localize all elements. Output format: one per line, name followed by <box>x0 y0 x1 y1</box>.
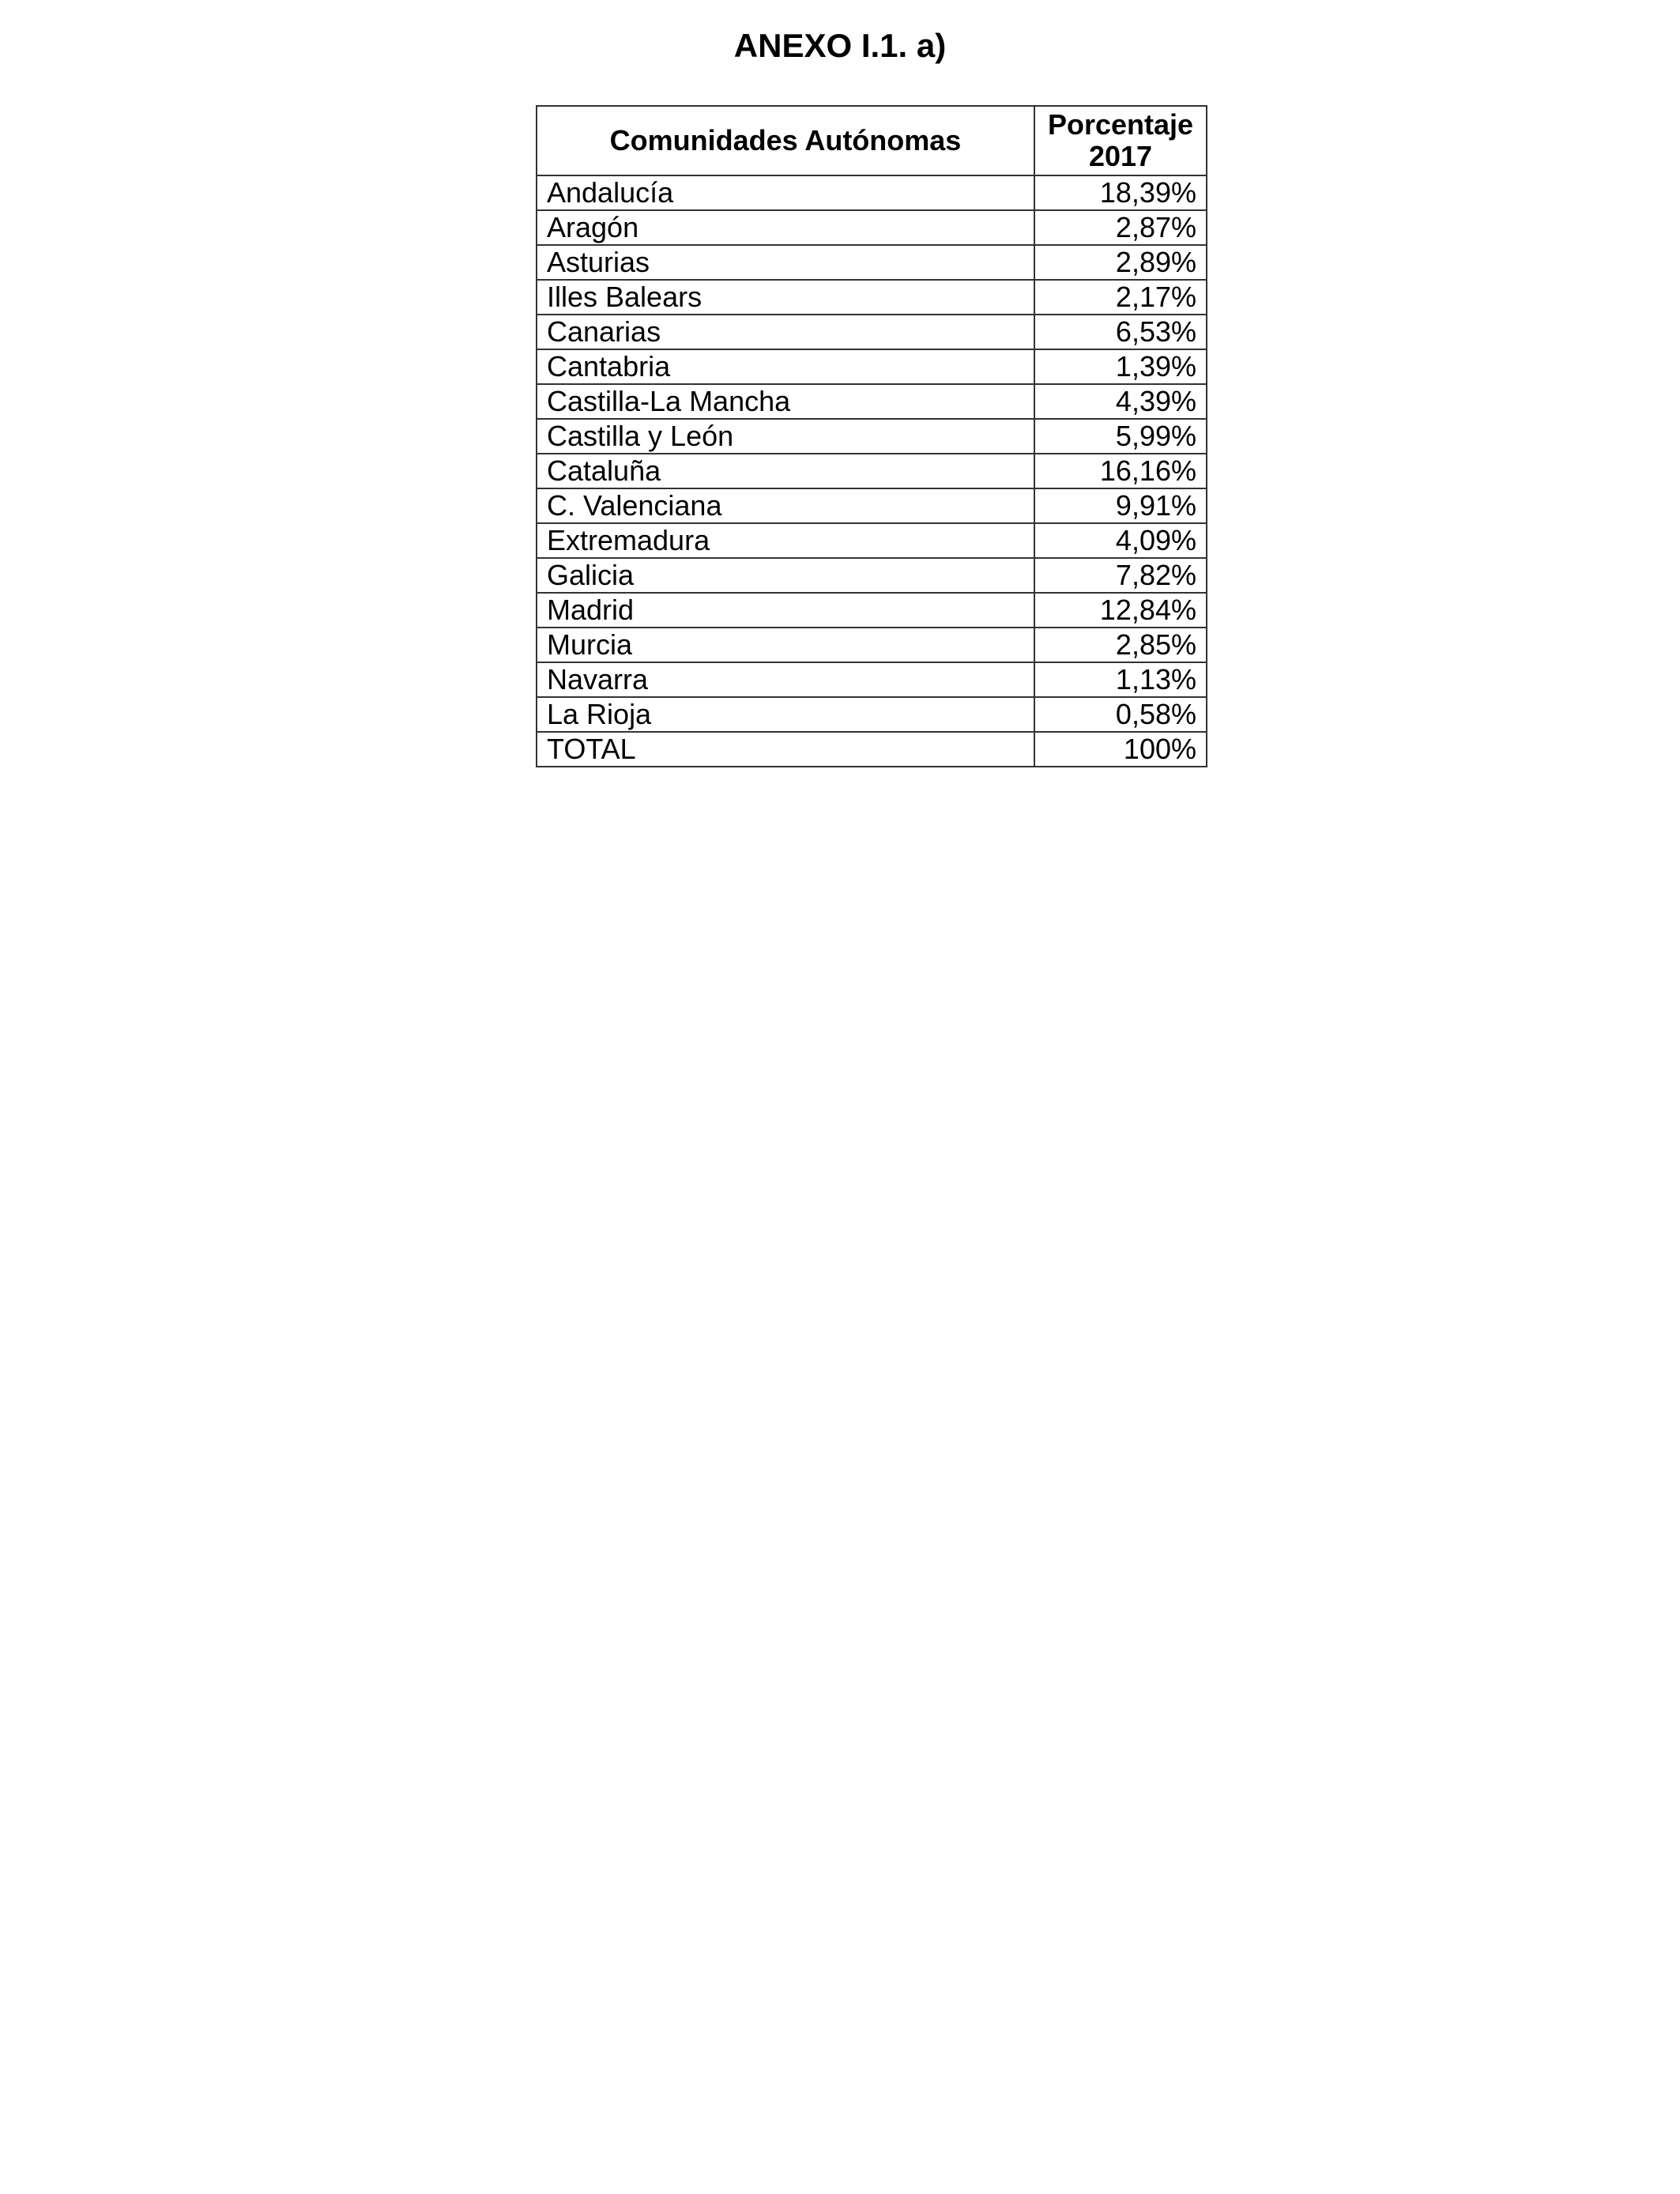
percentage-cell: 18,39% <box>1034 175 1207 210</box>
region-name-cell: Madrid <box>537 593 1034 628</box>
table-header <box>537 106 1207 175</box>
region-name-cell: Canarias <box>537 315 1034 349</box>
region-name-cell: C. Valenciana <box>537 488 1034 523</box>
table-row <box>537 454 1207 488</box>
region-name-cell: Extremadura <box>537 523 1034 558</box>
page-title: ANEXO I.1. a) <box>733 27 947 64</box>
region-name-cell: La Rioja <box>537 697 1034 732</box>
percentage-cell: 7,82% <box>1034 558 1207 593</box>
percentage-cell: 2,87% <box>1034 210 1207 245</box>
header-percentage-label: Porcentaje <box>1047 108 1194 141</box>
table-row <box>537 558 1207 593</box>
percentage-cell: 12,84% <box>1034 593 1207 628</box>
header-row <box>537 106 1207 175</box>
percentage-cell: 2,85% <box>1034 628 1207 662</box>
percentage-cell: 1,13% <box>1034 662 1207 697</box>
percentage-cell: 100% <box>1034 732 1207 767</box>
table-row <box>537 349 1207 384</box>
table-row <box>537 210 1207 245</box>
region-name-cell: Illes Balears <box>537 280 1034 315</box>
percentage-cell: 4,09% <box>1034 523 1207 558</box>
table-row <box>537 384 1207 419</box>
total-row <box>537 732 1207 767</box>
percentage-cell: 0,58% <box>1034 697 1207 732</box>
region-name-cell: Cataluña <box>537 454 1034 488</box>
table-row <box>537 175 1207 210</box>
table-row <box>537 315 1207 349</box>
region-name-cell: Andalucía <box>537 175 1034 210</box>
table-row <box>537 593 1207 628</box>
region-name-cell: Asturias <box>537 245 1034 280</box>
percentage-cell: 9,91% <box>1034 488 1207 523</box>
region-name-cell: Aragón <box>537 210 1034 245</box>
table-body <box>537 175 1207 767</box>
table-row <box>537 280 1207 315</box>
percentage-cell: 2,89% <box>1034 245 1207 280</box>
percentage-cell: 2,17% <box>1034 280 1207 315</box>
percentage-cell: 1,39% <box>1034 349 1207 384</box>
table-row <box>537 488 1207 523</box>
header-region: Comunidades Autónomas <box>537 106 1034 175</box>
percentage-cell: 6,53% <box>1034 315 1207 349</box>
header-year-label: 2017 <box>1088 140 1153 172</box>
region-name-cell: Castilla y León <box>537 419 1034 454</box>
table-row <box>537 628 1207 662</box>
table-row <box>537 419 1207 454</box>
percentage-cell: 5,99% <box>1034 419 1207 454</box>
region-name-cell: TOTAL <box>537 732 1034 767</box>
percentage-cell: 16,16% <box>1034 454 1207 488</box>
region-name-cell: Murcia <box>537 628 1034 662</box>
region-name-cell: Castilla-La Mancha <box>537 384 1034 419</box>
percentage-table <box>536 105 1207 767</box>
region-name-cell: Cantabria <box>537 349 1034 384</box>
table-row <box>537 245 1207 280</box>
header-percentage <box>1034 106 1207 175</box>
table-row <box>537 523 1207 558</box>
region-name-cell: Galicia <box>537 558 1034 593</box>
table-row <box>537 662 1207 697</box>
percentage-cell: 4,39% <box>1034 384 1207 419</box>
table-row <box>537 697 1207 732</box>
region-name-cell: Navarra <box>537 662 1034 697</box>
